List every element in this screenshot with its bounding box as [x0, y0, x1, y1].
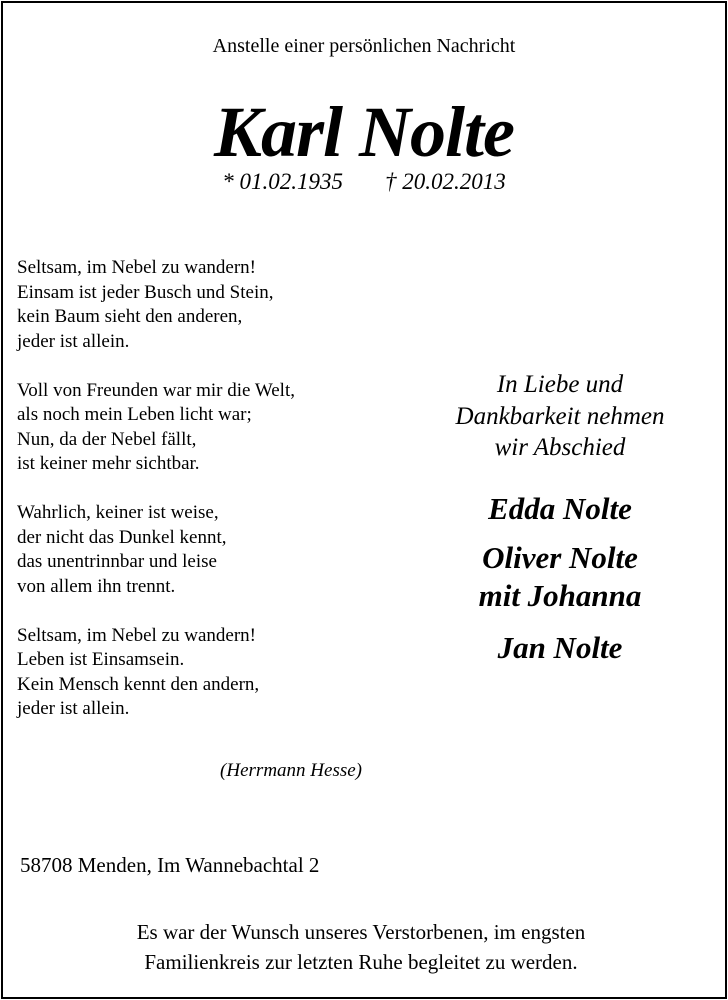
farewell-line: In Liebe und — [496, 371, 624, 398]
poem-line: kein Baum sieht den anderen, — [17, 306, 243, 327]
farewell-line: wir Abschied — [494, 434, 626, 461]
intro-line: Anstelle einer persönlichen Nachricht — [212, 35, 516, 57]
poem-line: Kein Mensch kennt den andern, — [17, 673, 260, 695]
farewell-text — [395, 369, 725, 464]
poem-stanza — [17, 624, 377, 722]
poem — [17, 256, 377, 746]
deceased-name: Karl Nolte — [213, 92, 514, 172]
poem-line: als noch mein Leben licht war; — [17, 404, 252, 425]
poem-line: das unentrinnbar und leise — [17, 551, 217, 572]
notice-line: Es war der Wunsch unseres Verstorbenen, im engsten — [136, 920, 586, 944]
mourner-jan — [395, 629, 725, 667]
mourner-line: Jan Nolte — [497, 630, 623, 665]
death-date: † 20.02.2013 — [385, 169, 506, 194]
poem-stanza — [17, 256, 377, 354]
poem-line: der nicht das Dunkel kennt, — [17, 526, 227, 548]
poem-line: von allem ihn trennt. — [17, 575, 176, 597]
poem-line: Voll von Freunden war mir die Welt, — [17, 379, 295, 401]
poem-line: Nun, da der Nebel fällt, — [17, 428, 197, 450]
poem-stanza — [17, 379, 377, 477]
poem-line: jeder ist allein. — [17, 698, 130, 719]
mourner-line: Oliver Nolte — [482, 540, 638, 575]
poem-line: Seltsam, im Nebel zu wandern! — [17, 257, 257, 278]
life-dates — [0, 168, 728, 196]
mourner-line: mit Johanna — [478, 578, 642, 613]
notice-line: Familienkreis zur letzten Ruhe begleitet zu werden. — [144, 950, 578, 974]
birth-date: * 01.02.1935 — [222, 169, 343, 194]
address: 58708 Menden, Im Wannebachtal 2 — [20, 853, 320, 877]
poem-author: (Herrmann Hesse) — [220, 760, 362, 781]
funeral-notice — [0, 917, 722, 977]
poem-line: Wahrlich, keiner ist weise, — [17, 502, 219, 523]
farewell-line: Dankbarkeit nehmen — [455, 402, 665, 430]
mourner-edda — [395, 490, 725, 528]
poem-line: jeder ist allein. — [17, 330, 130, 352]
mourner-line: Edda Nolte — [488, 491, 632, 526]
poem-line: Seltsam, im Nebel zu wandern! — [17, 624, 257, 646]
mourner-oliver — [395, 539, 725, 615]
poem-line: Einsam ist jeder Busch und Stein, — [17, 281, 274, 303]
poem-line: ist keiner mehr sichtbar. — [17, 453, 200, 474]
poem-line: Leben ist Einsamsein. — [17, 649, 185, 670]
poem-stanza — [17, 501, 377, 599]
